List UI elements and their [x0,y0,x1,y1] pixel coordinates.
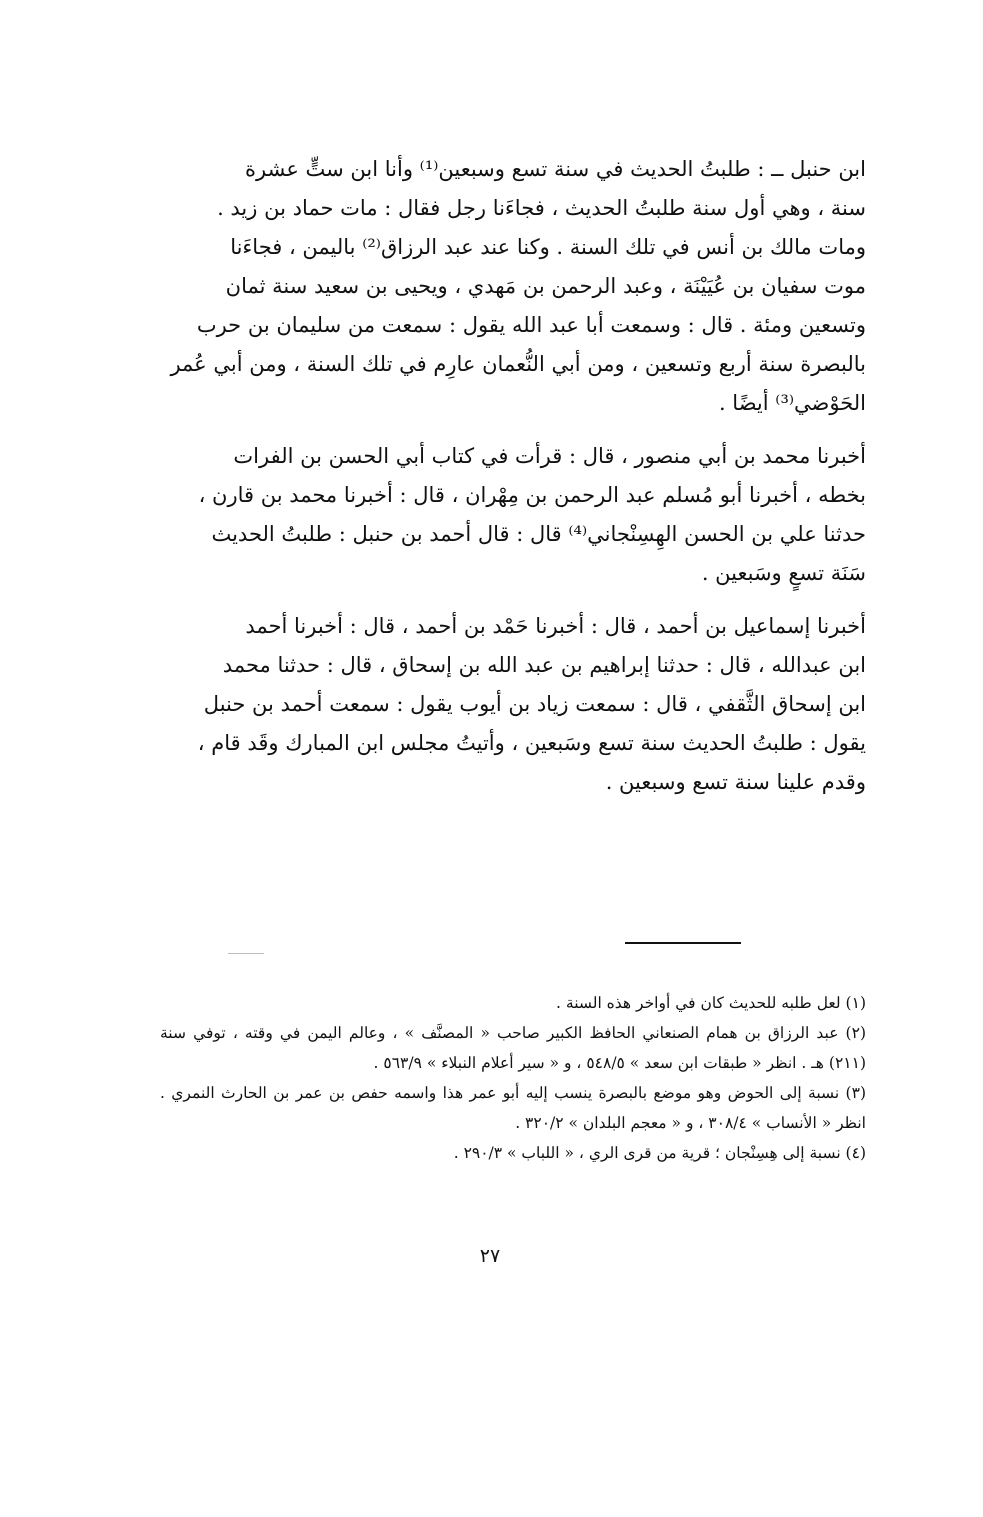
paragraph-1 [158,150,866,423]
footnotes [160,988,866,1168]
text-line: الحَوْضي⁽³⁾ أيضًا . [718,391,866,415]
footnote-4: (٤) نسبة إلى هِسِنْجان ؛ قرية من قرى الري ، « اللباب » ٢٩٠/٣ . [453,1144,866,1162]
text-line: أخبرنا إسماعيل بن أحمد ، قال : أخبرنا حَمْد بن أحمد ، قال : أخبرنا أحمد [245,614,866,638]
paragraph-3 [158,607,866,802]
text-line: يقول : طلبتُ الحديث سنة تسع وسَبعين ، وأتيتُ مجلس ابن المبارك وقَد قام ، [197,731,866,755]
paragraph-2 [158,437,866,593]
text-line: وقدم علينا سنة تسع وسبعين . [605,770,866,794]
text-line: بخطه ، أخبرنا أبو مُسلم عبد الرحمن بن مِهْران ، قال : أخبرنا محمد بن قارن ، [198,483,866,507]
text-line: ابن حنبل ــ : طلبتُ الحديث في سنة تسع وسبعين⁽¹⁾ وأنا ابن ستٍّ عشرة [245,157,866,181]
text-line: سَنَة تسعٍ وسَبعين . [701,561,866,585]
page-number: ٢٧ [479,1245,501,1267]
text-line: سنة ، وهي أول سنة طلبتُ الحديث ، فجاءَنا رجل فقال : مات حماد بن زيد . [217,196,866,220]
text-line: ومات مالك بن أنس في تلك السنة . وكنا عند عبد الرزاق⁽²⁾ باليمن ، فجاءَنا [230,235,866,259]
text-line: وتسعين ومئة . قال : وسمعت أبا عبد الله يقول : سمعت من سليمان بن حرب [196,313,866,337]
text-line: ابن إسحاق الثَّقفي ، قال : سمعت زياد بن أيوب يقول : سمعت أحمد بن حنبل [203,692,866,716]
footnote-separator [625,942,741,944]
main-text [158,150,866,816]
footnote-1: (١) لعل طلبه للحديث كان في أواخر هذه السنة . [556,994,866,1012]
footnote-2: (٢) عبد الرزاق بن همام الصنعاني الحافظ الكبير صاحب « المصنَّف » ، وعالم اليمن في وقته ، توفي سنة (٢١١) هـ . انظر « طبقات ابن سعد » ٥٤٨/٥ ، و « سير أعلام النبلاء » ٥٦٣/٩ . [160,1024,866,1072]
text-line: حدثنا علي بن الحسن الهِسِنْجاني⁽⁴⁾ قال : قال أحمد بن حنبل : طلبتُ الحديث [211,522,866,546]
text-line: بالبصرة سنة أربع وتسعين ، ومن أبي النُّعمان عارِم في تلك السنة ، ومن أبي عُمر [170,352,866,376]
text-line: ابن عبدالله ، قال : حدثنا إبراهيم بن عبد الله بن إسحاق ، قال : حدثنا محمد [222,653,866,677]
text-line: أخبرنا محمد بن أبي منصور ، قال : قرأت في كتاب أبي الحسن بن الفرات [233,444,866,468]
scan-speck [228,953,264,954]
footnote-3: (٣) نسبة إلى الحوض وهو موضع بالبصرة ينسب إليه أبو عمر هذا واسمه حفص بن عمر بن الحارث النمري . انظر « الأنساب » ٣٠٨/٤ ، و « معجم البلدان » ٣٢٠/٢ . [160,1084,866,1132]
text-line: موت سفيان بن عُيَيْنَة ، وعبد الرحمن بن مَهدي ، ويحيى بن سعيد سنة ثمان [225,274,866,298]
